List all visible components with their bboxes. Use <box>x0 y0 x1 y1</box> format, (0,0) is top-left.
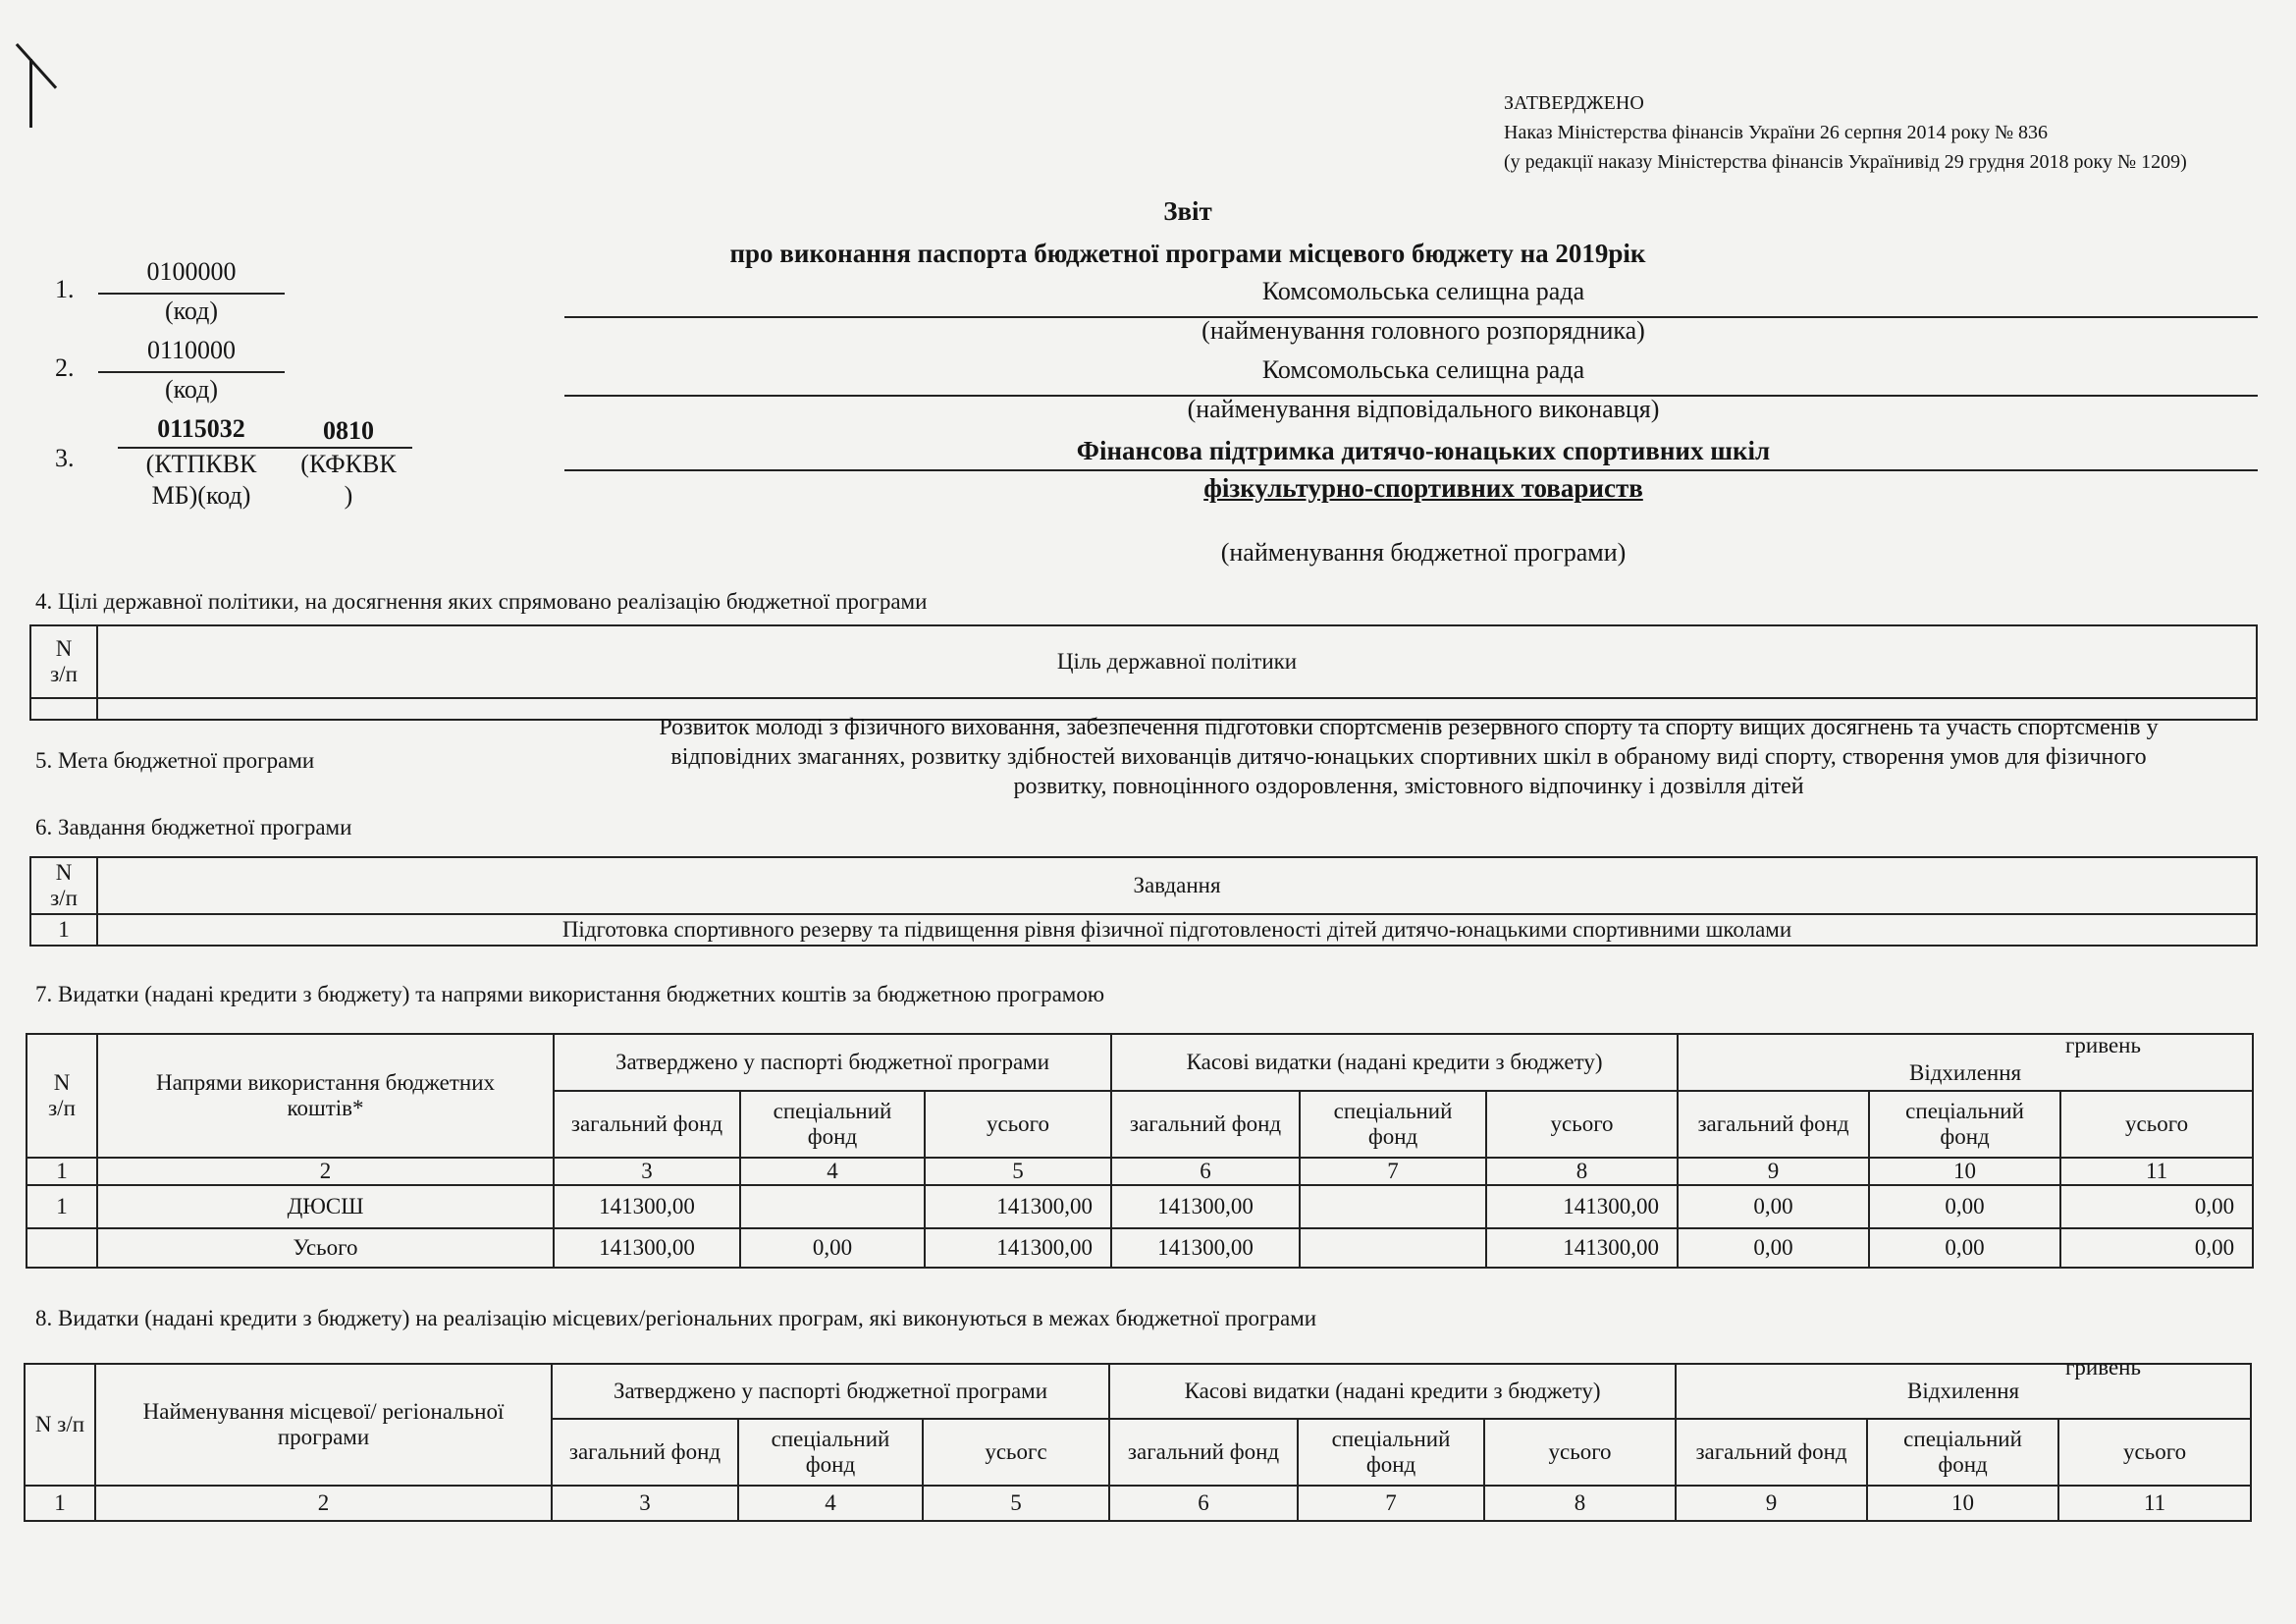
row2-name: Комсомольська селищна рада <box>1261 355 1585 384</box>
prog-group-deviation: Відхилення <box>1676 1364 2251 1419</box>
program-purpose-line3: розвитку, повноцінного оздоровлення, змістовного відпочинку і дозвілля дітей <box>1013 774 1804 799</box>
table-row-total: Усього 141300,00 0,00 141300,00 141300,00 141300,00 0,00 0,00 0,00 <box>27 1228 2253 1268</box>
exp-h-special: спеціальний фонд <box>740 1091 925 1158</box>
exp-h-total: усього <box>2060 1091 2253 1158</box>
exp-col-direction: Напрями використання бюджетних коштів* <box>97 1034 554 1158</box>
task-text: Підготовка спортивного резерву та підвищення рівня фізичної підготовленості дітей дитячо-юнацькими спортивними школами <box>97 914 2257 946</box>
prog-h-special: спеціальний фонд <box>1867 1419 2058 1486</box>
row3-code1-label-a: (КТПКВК <box>145 450 257 478</box>
row3-code2-label-b: ) <box>344 481 353 510</box>
prog-index-row: 1 2 3 4 5 6 7 8 9 10 11 <box>25 1486 2251 1521</box>
row3-code-kfkvk: 0810 <box>323 416 374 445</box>
scan-mark <box>16 43 57 89</box>
prog-h-total: усьогс <box>923 1419 1109 1486</box>
exp-h-special: спеціальний фонд <box>1869 1091 2060 1158</box>
tasks-col-task: Завдання <box>97 857 2257 914</box>
row1-name: Комсомольська селищна рада <box>1261 277 1585 305</box>
exp-h-special: спеціальний фонд <box>1300 1091 1486 1158</box>
row1-code: 0100000 <box>146 257 237 286</box>
section6-title: 6. Завдання бюджетної програми <box>35 815 352 839</box>
exp-h-general: загальний фонд <box>1111 1091 1300 1158</box>
approved-line1: Наказ Міністерства фінансів України 26 серпня 2014 року № 836 <box>1504 122 2049 143</box>
scan-mark <box>29 59 32 128</box>
goals-empty-row <box>30 698 97 720</box>
policy-goals-table <box>29 624 2258 721</box>
report-subtitle: про виконання паспорта бюджетної програми місцевого бюджету на 2019рік <box>729 239 1646 268</box>
section8-title: 8. Видатки (надані кредити з бюджету) на реалізацію місцевих/регіональних програм, які виконуються в межах бюджетної програми <box>35 1306 1317 1330</box>
exp-col-num: N з/п <box>27 1034 97 1158</box>
exp-h-total: усього <box>925 1091 1111 1158</box>
approved-line2: (у редакції наказу Міністерства фінансів Українивід 29 грудня 2018 року № 1209) <box>1504 151 2187 173</box>
exp-h-general: загальний фонд <box>554 1091 740 1158</box>
tasks-col-num: N з/п <box>30 857 97 914</box>
table-row: 1 ДЮСШ 141300,00 141300,00 141300,00 141300,00 0,00 0,00 0,00 <box>27 1185 2253 1228</box>
row3-num: 3. <box>55 444 75 472</box>
row3-code-ktpkvk: 0115032 <box>157 414 245 443</box>
table-row <box>30 914 2257 946</box>
section8-unit: гривень <box>2065 1355 2141 1380</box>
exp-h-total: усього <box>1486 1091 1678 1158</box>
section7-title: 7. Видатки (надані кредити з бюджету) та напрями використання бюджетних коштів за бюджетною програмою <box>35 982 1105 1006</box>
approved-title: ЗАТВЕРДЖЕНО <box>1504 92 1644 114</box>
section4-title: 4. Цілі державної політики, на досягнення яких спрямовано реалізацію бюджетної програми <box>35 589 928 614</box>
program-name-line2: фізкультурно-спортивних товариств <box>1203 473 1643 503</box>
report-title: Звіт <box>1163 196 1212 226</box>
local-programs-table <box>24 1363 2252 1522</box>
task-num: 1 <box>30 914 97 946</box>
row1-name-label: (найменування головного розпорядника) <box>1201 316 1645 345</box>
row3-code1-label-b: МБ)(код) <box>151 481 251 510</box>
prog-group-cash: Касові видатки (надані кредити з бюджету) <box>1109 1364 1676 1419</box>
prog-h-total: усього <box>2058 1419 2251 1486</box>
exp-group-deviation: Відхилення <box>1678 1034 2253 1091</box>
row1-num: 1. <box>55 275 75 303</box>
row3-code2-label-a: (КФКВК <box>300 450 397 478</box>
prog-col-name: Найменування місцевої/ регіональної програми <box>95 1364 552 1486</box>
exp-group-cash: Касові видатки (надані кредити з бюджету) <box>1111 1034 1678 1091</box>
row2-code-label: (код) <box>164 375 219 404</box>
goals-col-num: N з/п <box>30 625 97 698</box>
exp-index-row: 1 2 3 4 5 6 7 8 9 10 11 <box>27 1158 2253 1185</box>
expenditures-table <box>26 1033 2254 1269</box>
exp-group-approved: Затверджено у паспорті бюджетної програми <box>554 1034 1111 1091</box>
prog-h-total: усього <box>1484 1419 1676 1486</box>
prog-h-general: загальний фонд <box>552 1419 738 1486</box>
exp-h-general: загальний фонд <box>1678 1091 1869 1158</box>
prog-group-approved: Затверджено у паспорті бюджетної програми <box>552 1364 1109 1419</box>
prog-h-special: спеціальний фонд <box>1298 1419 1484 1486</box>
section7-unit: гривень <box>2065 1033 2141 1057</box>
row1-code-label: (код) <box>164 297 219 325</box>
prog-h-special: спеціальний фонд <box>738 1419 923 1486</box>
prog-h-general: загальний фонд <box>1109 1419 1298 1486</box>
program-name-label: (найменування бюджетної програми) <box>1220 538 1627 567</box>
program-purpose-line1: Розвиток молоді з фізичного виховання, забезпечення підготовки спортсменів резервного спорту та спорту вищих досягнень та участь спортсменів у <box>659 715 2159 740</box>
row2-code: 0110000 <box>146 336 237 364</box>
section5-title: 5. Мета бюджетної програми <box>35 748 315 773</box>
tasks-table <box>29 856 2258 947</box>
row2-num: 2. <box>55 353 75 382</box>
program-name-line1: Фінансова підтримка дитячо-юнацьких спортивних шкіл <box>1076 436 1771 465</box>
goals-col-goal: Ціль державної політики <box>97 625 2257 698</box>
program-purpose-line2: відповідних змаганнях, розвитку здібностей вихованців дитячо-юнацьких спортивних шкіл в обраному виді спорту, створення умов для фізичного <box>670 744 2147 770</box>
prog-col-num: N з/п <box>25 1364 95 1486</box>
prog-h-general: загальний фонд <box>1676 1419 1867 1486</box>
row2-name-label: (найменування відповідального виконавця) <box>1187 395 1660 423</box>
